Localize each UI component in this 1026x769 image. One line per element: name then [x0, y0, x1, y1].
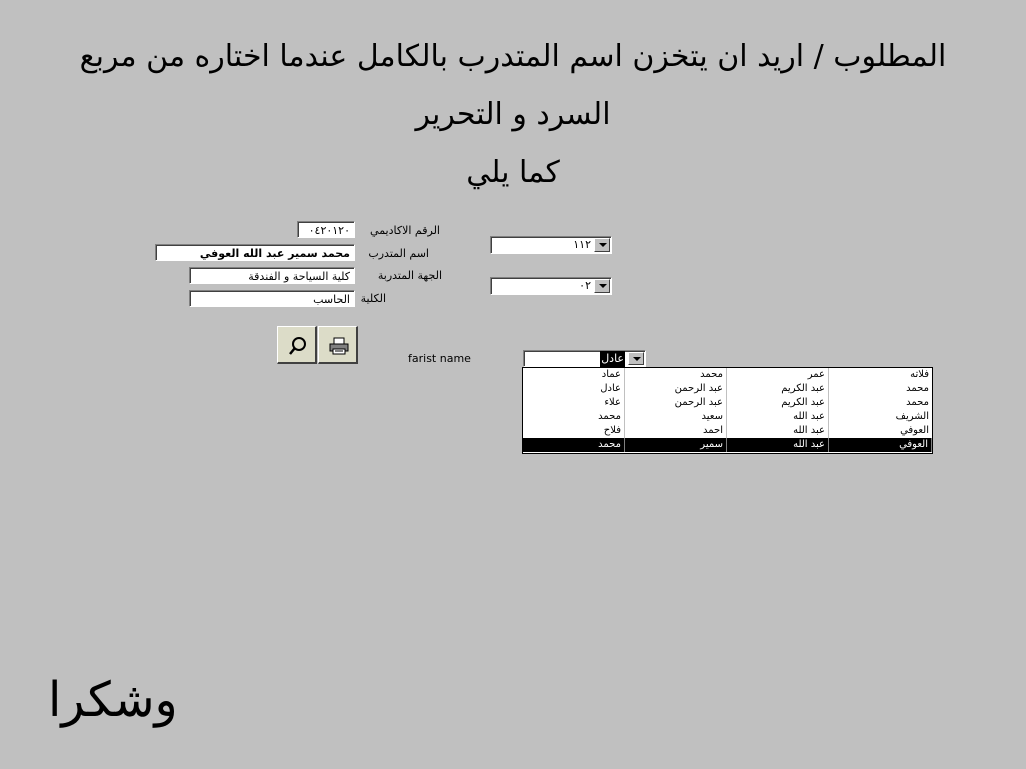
combo-box-1[interactable]	[490, 236, 612, 254]
list-item[interactable]	[523, 382, 932, 396]
list-item[interactable]	[523, 424, 932, 438]
first-name-value: عادل	[601, 352, 624, 365]
list-cell: محمد	[906, 397, 929, 408]
chevron-down-icon[interactable]	[594, 279, 610, 293]
first-name-label: farist name	[408, 352, 471, 365]
instruction-heading	[40, 28, 986, 202]
college-label: الكلية	[360, 292, 386, 305]
list-cell: احمد	[625, 424, 727, 438]
list-cell: عبد الكريم	[727, 382, 829, 396]
list-cell: محمد	[906, 383, 929, 394]
list-item[interactable]	[523, 410, 932, 424]
printer-icon	[329, 336, 349, 356]
list-cell: عبد الرحمن	[625, 396, 727, 410]
list-cell: عبد الله	[727, 410, 829, 424]
trainee-name-field[interactable]: محمد سمير عبد الله العوفي	[155, 244, 355, 261]
list-cell: العوفي	[900, 425, 929, 436]
list-cell: عادل	[523, 382, 625, 396]
training-body-label: الجهة المتدربة	[377, 269, 442, 282]
combo-box-2-value: ٠٢	[579, 279, 591, 292]
heading-line-3: كما يلي	[466, 155, 560, 190]
list-item[interactable]	[523, 368, 932, 382]
academic-no-field[interactable]: ٠٤٢٠١٢٠	[297, 221, 355, 238]
chevron-down-icon[interactable]	[594, 238, 610, 252]
magnifier-icon	[288, 336, 308, 356]
list-cell: عمر	[727, 368, 829, 382]
heading-line-2: السرد و التحرير	[415, 97, 611, 132]
combo-box-2[interactable]	[490, 277, 612, 295]
list-item[interactable]	[523, 438, 932, 452]
list-cell: محمد	[523, 410, 625, 424]
list-cell: سمير	[625, 438, 727, 452]
first-name-dropdown-list[interactable]	[522, 367, 933, 454]
search-button[interactable]	[277, 326, 317, 364]
list-cell: محمد	[625, 368, 727, 382]
list-cell: فلاح	[523, 424, 625, 438]
list-cell: فلاته	[910, 369, 929, 380]
combo-box-1-value: ١١٢	[573, 238, 591, 251]
list-cell: علاء	[523, 396, 625, 410]
academic-no-label: الرقم الاكاديمي	[370, 224, 440, 237]
trainee-name-label: اسم المتدرب	[368, 247, 429, 260]
first-name-combo[interactable]	[523, 350, 646, 367]
list-cell: سعيد	[625, 410, 727, 424]
chevron-down-icon[interactable]	[628, 352, 644, 365]
thanks-text: وشكرا	[48, 672, 178, 728]
list-cell: عبد الله	[727, 424, 829, 438]
list-cell: عبد الرحمن	[625, 382, 727, 396]
print-button[interactable]	[318, 326, 358, 364]
list-cell: عماد	[523, 368, 625, 382]
training-body-field[interactable]: كلية السياحة و الفندقة	[189, 267, 355, 284]
list-cell: عبد الله	[727, 438, 829, 452]
list-item[interactable]	[523, 396, 932, 410]
list-cell: الشريف	[895, 411, 929, 422]
list-cell: العوفي	[829, 438, 932, 452]
college-field[interactable]: الحاسب	[189, 290, 355, 307]
list-cell: عبد الكريم	[727, 396, 829, 410]
heading-line-1: المطلوب / اريد ان يتخزن اسم المتدرب بالكامل عندما اختاره من مربع	[79, 39, 947, 74]
list-cell: محمد	[523, 438, 625, 452]
